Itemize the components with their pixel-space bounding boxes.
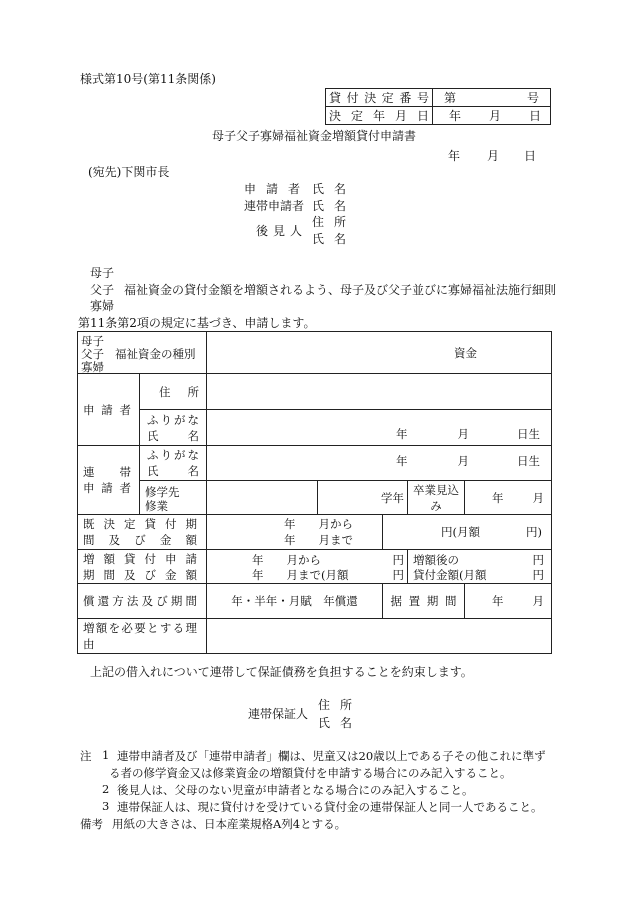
after-increase-label-1: 増額後の: [413, 552, 459, 567]
increase-yen-2: 円: [392, 567, 404, 582]
table-furigana-label: ふりがな: [147, 412, 199, 427]
increase-from: 年 月から: [252, 552, 321, 567]
repayment-value: 年・半年・月賦 年償還: [231, 594, 358, 608]
guardian-name-label: 氏名: [312, 232, 346, 246]
table-school-label: 修学先: [145, 484, 180, 499]
fund-prefix-widow: 寡婦: [81, 359, 104, 374]
reason-label: 増額を必要とする理由: [83, 621, 197, 651]
table-training-label: 修業: [145, 498, 168, 513]
applicant-name-field[interactable]: [207, 410, 552, 446]
note-2-text: 後見人は、父母のない児童が申請者となる場合にのみ記入すること。: [117, 783, 474, 797]
fund-type-label: 福祉資金の種別: [115, 346, 196, 361]
increase-to: 年 月まで(月額: [252, 567, 349, 582]
fund-type-field[interactable]: [207, 332, 552, 374]
reason-label-cell: [78, 619, 207, 654]
after-increase-field[interactable]: [408, 550, 552, 584]
increase-label-2: 期間及び金額: [83, 567, 197, 582]
joint-applicant-row-label: [78, 446, 140, 515]
joint-applicant-label: 連帯申請者: [244, 199, 305, 213]
increase-loan-label-cell: [78, 550, 207, 584]
repayment-label-cell: [78, 584, 207, 619]
joint-name-label-cell: [140, 446, 207, 481]
table-name-label: 氏名: [147, 428, 199, 443]
note-3-text: 連帯保証人は、現に貸付けを受けている貸付金の連帯保証人と同一人であること。: [117, 800, 543, 814]
applicant-birth-month: 月: [457, 426, 470, 441]
guarantor-label: 連帯保証人: [248, 707, 309, 721]
request-prefix-1: 母子: [90, 266, 115, 280]
existing-loan-label-2: 間及び金額: [83, 533, 197, 547]
increase-period-field[interactable]: [207, 550, 408, 584]
document-title: 母子父子寡婦福祉資金増額貸付申請書: [212, 129, 417, 143]
guardian-address-label: 住所: [312, 215, 346, 229]
graduation-month: 月: [532, 490, 545, 505]
existing-from: 年 月から: [284, 517, 353, 531]
grace-year: 年: [492, 594, 504, 608]
table-joint-name-label: 氏名: [147, 464, 199, 478]
graduation-year: 年: [492, 490, 504, 505]
date-month: 月: [487, 149, 500, 163]
date-year: 年: [448, 149, 461, 163]
joint-birth-day: 日生: [517, 454, 541, 468]
decision-number-label: 貸付決定番号: [326, 89, 433, 107]
decision-box: [325, 88, 551, 125]
joint-name-field[interactable]: [207, 446, 552, 481]
request-prefix-3: 寡婦: [90, 299, 115, 313]
joint-name-label: 氏名: [312, 199, 346, 213]
table-joint-furigana-label: ふりがな: [147, 448, 199, 462]
table-applicant-label: 申請者: [83, 402, 131, 417]
existing-loan-label-1: 既決定貸付期: [83, 517, 197, 531]
applicant-row-label: [78, 374, 140, 446]
school-label-cell: [140, 481, 207, 515]
note-1-number: 1: [102, 748, 110, 762]
request-text-continued: 第11条第2項の規定に基づき、申請します。: [78, 316, 316, 330]
remark-head: 備考: [80, 817, 103, 831]
applicant-birth-day: 日生: [517, 426, 541, 441]
application-table: [77, 331, 552, 654]
fund-type-label-cell: [78, 332, 207, 374]
decision-date-label: 決定年月日: [326, 107, 433, 125]
graduation-label-cell: [408, 481, 465, 515]
existing-loan-period-field[interactable]: [207, 515, 383, 550]
joint-birth-month: 月: [457, 454, 470, 468]
fund-prefix-father: 父子: [81, 346, 104, 361]
increase-yen-1: 円: [392, 552, 404, 567]
guarantee-statement: 上記の借入れについて連帯して保証債務を負担することを約束します。: [90, 665, 473, 679]
guardian-label: 後見人: [256, 224, 302, 238]
applicant-name-label-cell: [140, 410, 207, 446]
repayment-label: 償還方法及び期間: [83, 594, 197, 608]
after-yen-1: 円: [532, 552, 545, 567]
decision-number-prefix: 第: [444, 91, 457, 105]
applicant-name-label: 氏名: [312, 182, 346, 196]
decision-number-suffix: 号: [526, 91, 539, 105]
decision-number-field[interactable]: [433, 89, 551, 107]
request-prefix-2: 父子: [90, 283, 115, 297]
guarantor-address-label: 住所: [318, 698, 352, 712]
note-1-line-2: る者の修学資金又は修業資金の増額貸付を申請する場合にのみ記入すること。: [109, 766, 512, 780]
applicant-label: 申請者: [244, 182, 300, 196]
addressee: (宛先)下関市長: [88, 165, 170, 179]
applicant-birth-year: 年: [396, 426, 408, 441]
reason-field[interactable]: [207, 619, 552, 654]
graduation-date-field[interactable]: [465, 481, 552, 515]
request-text: 福祉資金の貸付金額を増額されるよう、母子及び父子並びに寡婦福祉法施行細則: [124, 283, 557, 297]
applicant-address-field[interactable]: [207, 374, 552, 410]
guarantor-name-label: 氏名: [318, 716, 352, 730]
existing-to: 年 月まで: [284, 533, 353, 547]
date-day: 日: [524, 149, 537, 163]
decision-day: 日: [528, 109, 541, 123]
increase-label-1: 増額貸付申請: [83, 551, 197, 566]
decision-date-field[interactable]: [433, 107, 551, 125]
table-address-label: 住所: [159, 384, 199, 399]
after-increase-label-2: 貸付金額(月額: [413, 567, 487, 582]
notes-head: 注: [80, 749, 92, 763]
table-joint-label-1: 連帯: [83, 465, 131, 479]
fund-value: 資金: [454, 345, 477, 360]
school-name-field[interactable]: [207, 481, 318, 515]
after-yen-2: 円: [532, 567, 545, 582]
decision-year: 年: [448, 109, 461, 123]
grace-month: 月: [532, 594, 545, 608]
grace-label: 据置期間: [390, 594, 457, 608]
decision-month: 月: [488, 109, 501, 123]
grace-field[interactable]: [465, 584, 552, 619]
note-1-line-1: 連帯申請者及び「連帯申請者」欄は、児童又は20歳以上である子その他これに準ず: [117, 749, 546, 763]
repayment-field[interactable]: [207, 584, 383, 619]
existing-amount: 円(月額 円): [441, 525, 543, 539]
fund-prefix-mother: 母子: [81, 333, 104, 348]
note-2-number: 2: [102, 782, 110, 796]
existing-loan-amount-field[interactable]: [383, 515, 552, 550]
grade-label: 学年: [381, 490, 404, 505]
grade-field[interactable]: [318, 481, 408, 515]
note-3-number: 3: [102, 799, 110, 813]
grace-label-cell: [383, 584, 465, 619]
form-number: 様式第10号(第11条関係): [80, 72, 216, 86]
remark-text: 用紙の大きさは、日本産業規格A列4とする。: [112, 817, 347, 831]
table-joint-label-2: 申請者: [83, 481, 131, 495]
existing-loan-label-cell: [78, 515, 207, 550]
graduation-label: 卒業見込み: [413, 482, 459, 513]
joint-birth-year: 年: [396, 454, 408, 468]
applicant-address-label-cell: [140, 374, 207, 410]
